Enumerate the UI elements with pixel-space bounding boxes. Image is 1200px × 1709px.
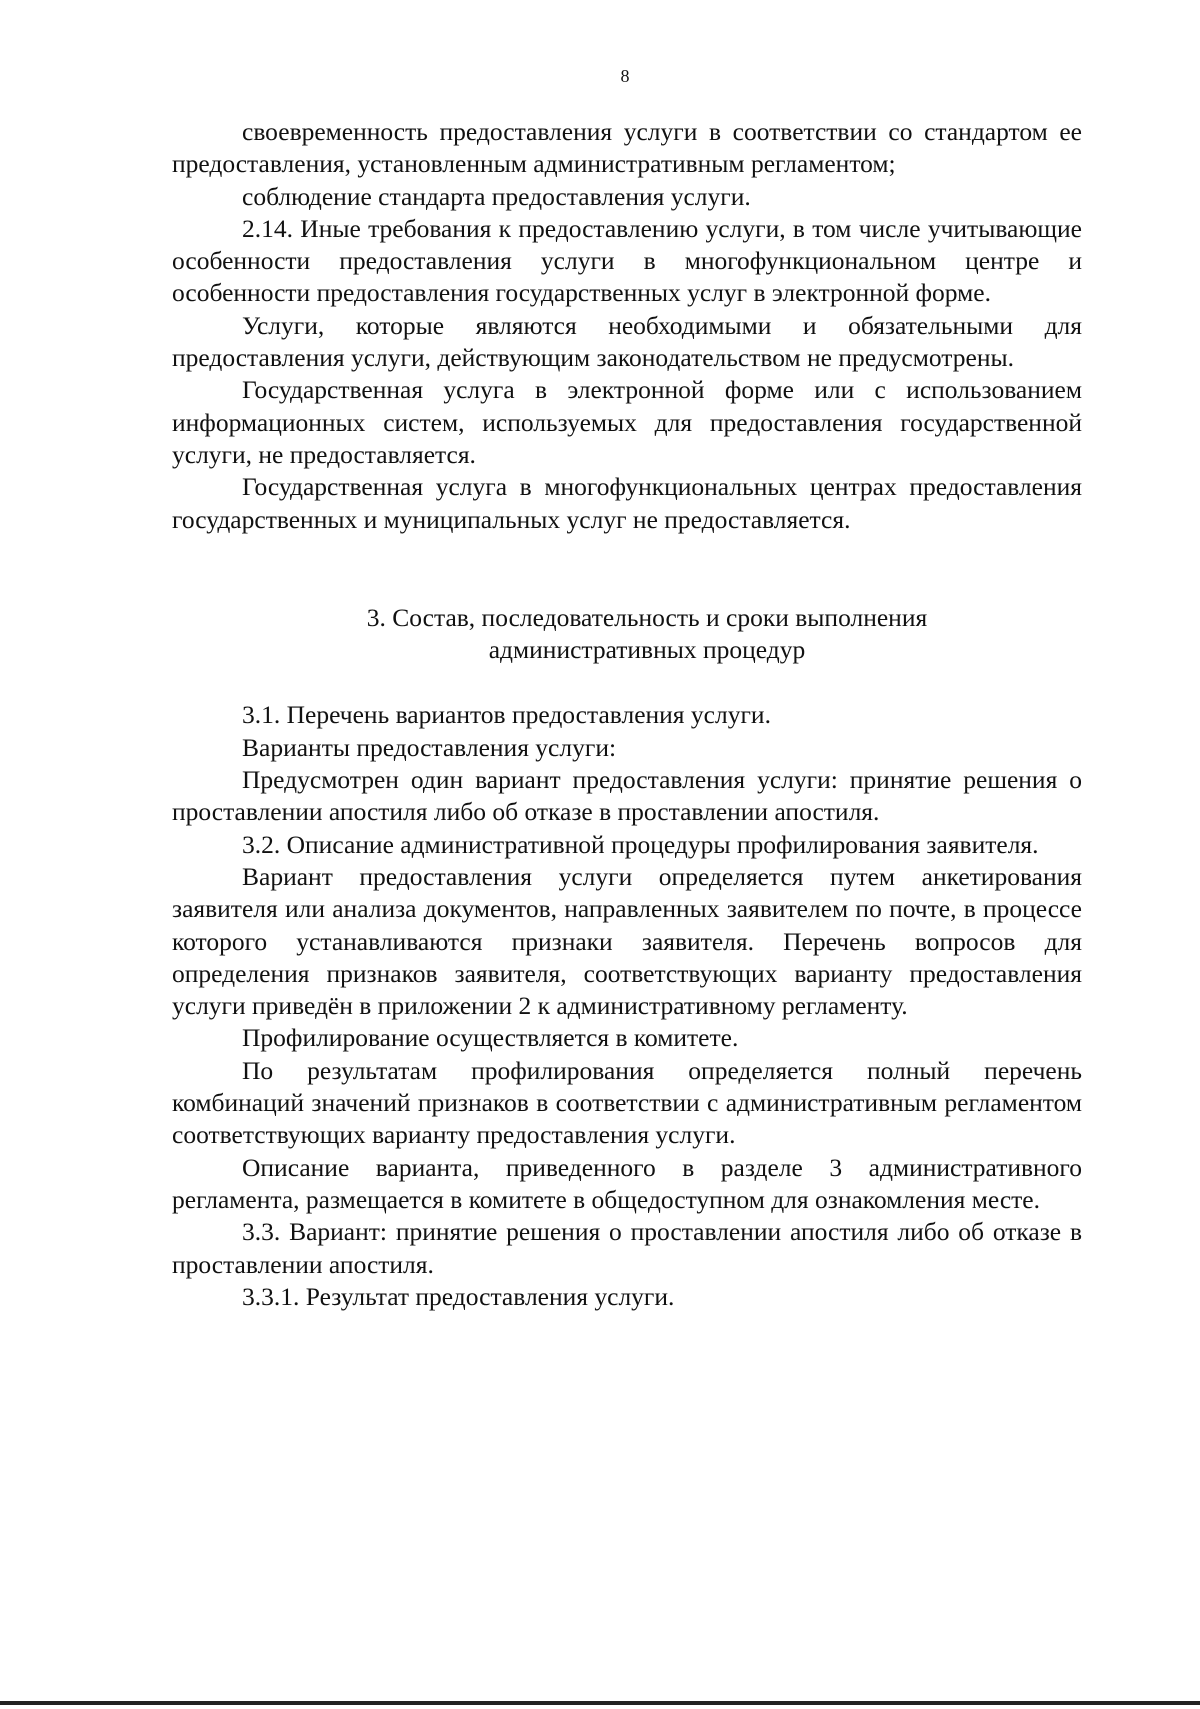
bottom-edge-line [0,1701,1200,1705]
paragraph-mfc: Государственная услуга в многофункциональных центрах предоставления государственных и муниципальных услуг не предоставляется. [172,472,1082,534]
section-heading-line-1: 3. Состав, последовательность и сроки выполнения [366,602,928,632]
paragraph-variant-description: Описание варианта, приведенного в разделе 3 административного регламента, размещается в комитете в общедоступном для ознакомления месте. [172,1152,1082,1214]
paragraph-variants-label: Варианты предоставления услуги: [242,732,617,762]
paragraph-required-services: Услуги, которые являются необходимыми и обязательными для предоставления услуги, действующим законодательством не предусмотрены. [172,310,1082,373]
paragraph-electronic-form: Государственная услуга в электронной форме или с использованием информационных систем, используемых для предоставления государственной услуги, не предоставляется. [172,375,1082,469]
page-number: 8 [620,66,630,86]
paragraph-2-14: 2.14. Иные требования к предоставлению услуги, в том числе учитывающие особенности предоставления услуги в многофункциональном центре и особенности предоставления государственных услуг в электронной форме. [172,213,1082,308]
paragraph-3-2: 3.2. Описание административной процедуры профилирования заявителя. [242,829,1039,859]
paragraph-variant-determination: Вариант предоставления услуги определяется путем анкетирования заявителя или анализа документов, направленных заявителем по почте, в процессе которого устанавливаются признаки заявителя. Перечень вопросов для определения признаков заявителя, соответствующих варианту предоставления услуги приведён в приложении 2 к административному регламенту. [172,861,1082,1021]
paragraph-3-1: 3.1. Перечень вариантов предоставления услуги. [242,700,771,730]
paragraph-standard-compliance: соблюдение стандарта предоставления услуги. [242,181,751,211]
section-heading-line-2: административных процедур [488,635,806,665]
paragraph-profiling-location: Профилирование осуществляется в комитете. [242,1023,739,1053]
paragraph-timeliness: своевременность предоставления услуги в соответствии со стандартом ее предоставления, установленным административным регламентом; [172,117,1082,179]
paragraph-3-3: 3.3. Вариант: принятие решения о проставлении апостиля либо об отказе в проставлении апостиля. [172,1217,1082,1279]
document-body [172,116,1082,1313]
paragraph-3-3-1: 3.3.1. Результат предоставления услуги. [242,1281,675,1311]
paragraph-single-variant: Предусмотрен один вариант предоставления услуги: принятие решения о проставлении апостиля либо об отказе в проставлении апостиля. [172,765,1082,827]
paragraph-profiling-results: По результатам профилирования определяется полный перечень комбинаций значений признаков в соответствии с административным регламентом соответствующих варианту предоставления услуги. [172,1055,1082,1150]
